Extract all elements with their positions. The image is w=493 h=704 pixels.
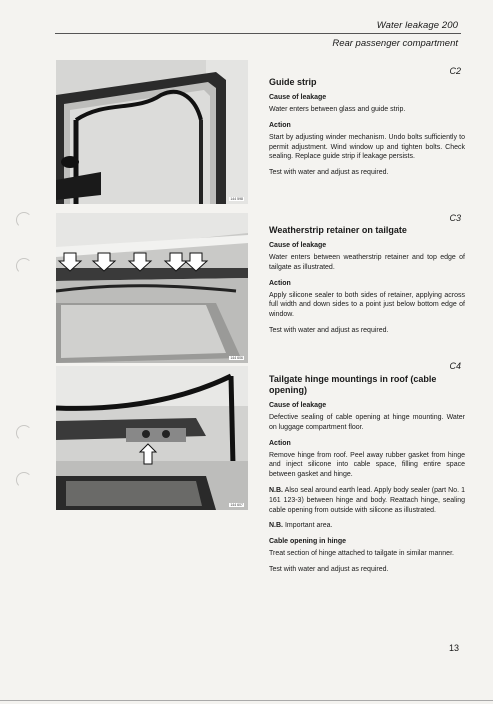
page-number: 13 xyxy=(448,643,459,653)
photo-ref: 144 598 xyxy=(230,197,243,201)
cause-heading: Cause of leakage xyxy=(269,242,327,249)
binder-hole xyxy=(16,472,32,488)
test-text: Test with water and adjust as required. xyxy=(269,326,389,334)
test-text: Test with water and adjust as required. xyxy=(269,565,389,573)
action-heading: Action xyxy=(269,121,291,129)
section-weatherstrip-retainer xyxy=(269,225,465,342)
nb-label: N.B. xyxy=(269,522,283,530)
photo-weatherstrip-retainer xyxy=(56,213,248,363)
action-text: Start by adjusting winder mechanism. Undo bolts sufficiently to permit adjustment. Wind window up and tighten bolts. Check sealing. Replace guide strip if leakage persists. xyxy=(269,133,465,161)
bottom-edge xyxy=(0,700,493,701)
cause-text: Water enters between glass and guide strip. xyxy=(269,106,406,113)
section-title: Guide strip xyxy=(269,77,317,87)
nb-note xyxy=(269,486,465,515)
nb-text: Also seal around earth lead. Apply body sealer (part No. 1 161 123-3) between hinge and body. Reattach hinge, sealing cable opening from outside with silicone as illustrated. xyxy=(269,486,465,514)
binder-hole xyxy=(16,258,32,274)
section-code: C3 xyxy=(449,213,461,223)
test-text: Test with water and adjust as required. xyxy=(269,169,389,177)
tailgate-hinge-illustration xyxy=(56,366,248,510)
section-code: C2 xyxy=(449,66,461,76)
section-title: Tailgate hinge mountings in roof (cable opening) xyxy=(269,374,437,395)
binder-hole xyxy=(16,425,32,441)
photo-ref: 144 606 xyxy=(230,356,243,360)
action-text: Remove hinge from roof. Peel away rubber gasket from hinge and inject silicone into cable space, filling entire space between gasket and hinge. xyxy=(269,451,465,479)
header-rule xyxy=(55,33,461,34)
section-code: C4 xyxy=(449,361,461,371)
binder-hole xyxy=(16,212,32,228)
action-text: Apply silicone sealer to both sides of retainer, applying across full width and down sides to a point just below bottom edge of window. xyxy=(269,291,465,319)
nb-note xyxy=(269,521,465,531)
cause-heading: Cause of leakage xyxy=(269,402,327,409)
action-heading: Action xyxy=(269,279,291,287)
guide-strip-illustration xyxy=(56,60,248,204)
header-subtitle: Rear passenger compartment xyxy=(332,38,458,49)
action-heading: Action xyxy=(269,439,291,447)
photo-ref: 144 607 xyxy=(230,503,243,507)
cable-text: Treat section of hinge attached to tailgate in similar manner. xyxy=(269,550,454,558)
cause-text: Defective sealing of cable opening at hinge mounting. Water on luggage compartment floor. xyxy=(269,414,465,431)
photo-guide-strip xyxy=(56,60,248,204)
weatherstrip-illustration xyxy=(56,213,248,363)
header-title: Water leakage 200 xyxy=(376,20,458,31)
section-tailgate-hinge xyxy=(269,374,465,581)
cause-text: Water enters between weatherstrip retainer and top edge of tailgate as illustrated. xyxy=(269,254,465,271)
nb-label: N.B. xyxy=(269,486,283,494)
nb-text: Important area. xyxy=(284,522,333,530)
cause-heading: Cause of leakage xyxy=(269,94,327,101)
section-title: Weatherstrip retainer on tailgate xyxy=(269,225,407,235)
section-guide-strip xyxy=(269,77,465,184)
cable-heading: Cable opening in hinge xyxy=(269,538,346,546)
photo-tailgate-hinge xyxy=(56,366,248,510)
